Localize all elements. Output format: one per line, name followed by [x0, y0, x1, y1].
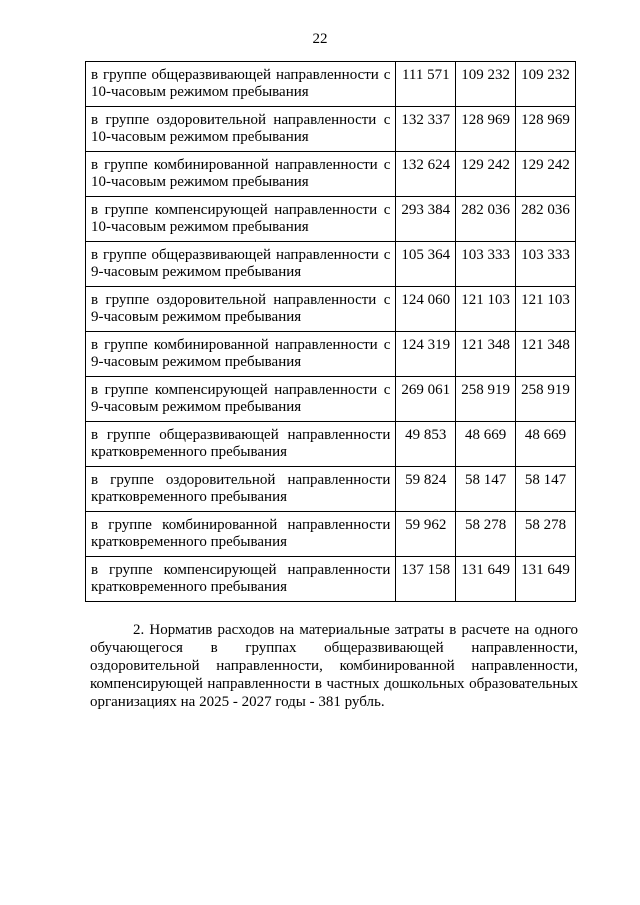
- table-row: [86, 422, 576, 467]
- norms-table: [85, 61, 576, 602]
- row-value-2: 103 333: [456, 242, 516, 287]
- table-row: [86, 512, 576, 557]
- row-value-1: 111 571: [396, 62, 456, 107]
- table-row: [86, 197, 576, 242]
- row-value-3: 58 278: [516, 512, 576, 557]
- row-value-1: 137 158: [396, 557, 456, 602]
- row-value-3: 58 147: [516, 467, 576, 512]
- row-value-3: 128 969: [516, 107, 576, 152]
- table-row: [86, 377, 576, 422]
- row-label: в группе оздоровительной направленности кратковременного пребывания: [86, 467, 396, 512]
- row-value-2: 128 969: [456, 107, 516, 152]
- row-value-3: 129 242: [516, 152, 576, 197]
- row-label: в группе комбинированной направленности кратковременного пребывания: [86, 512, 396, 557]
- row-label: в группе комбинированной направленности с 9-часовым режимом пребывания: [86, 332, 396, 377]
- row-value-2: 129 242: [456, 152, 516, 197]
- row-value-3: 282 036: [516, 197, 576, 242]
- row-value-1: 59 824: [396, 467, 456, 512]
- row-value-2: 282 036: [456, 197, 516, 242]
- row-value-3: 121 348: [516, 332, 576, 377]
- page-number: 22: [312, 31, 328, 47]
- norm-paragraph: [90, 621, 578, 711]
- row-label: в группе компенсирующей направленности с 9-часовым режимом пребывания: [86, 377, 396, 422]
- row-value-2: 258 919: [456, 377, 516, 422]
- row-value-1: 49 853: [396, 422, 456, 467]
- table-row: [86, 62, 576, 107]
- table-row: [86, 332, 576, 377]
- row-value-1: 269 061: [396, 377, 456, 422]
- table-row: [86, 287, 576, 332]
- row-label: в группе общеразвивающей направленности с 10-часовым режимом пребывания: [86, 62, 396, 107]
- row-value-2: 58 278: [456, 512, 516, 557]
- row-label: в группе компенсирующей направленности с 10-часовым режимом пребывания: [86, 197, 396, 242]
- table-row: [86, 107, 576, 152]
- row-value-2: 121 348: [456, 332, 516, 377]
- row-value-3: 48 669: [516, 422, 576, 467]
- row-value-1: 293 384: [396, 197, 456, 242]
- row-label: в группе общеразвивающей направленности кратковременного пребывания: [86, 422, 396, 467]
- row-value-1: 132 337: [396, 107, 456, 152]
- row-value-2: 48 669: [456, 422, 516, 467]
- row-value-2: 58 147: [456, 467, 516, 512]
- row-value-2: 131 649: [456, 557, 516, 602]
- row-label: в группе оздоровительной направленности с 10-часовым режимом пребывания: [86, 107, 396, 152]
- norms-table-body: [86, 62, 576, 602]
- row-value-1: 124 060: [396, 287, 456, 332]
- row-value-2: 109 232: [456, 62, 516, 107]
- row-value-1: 59 962: [396, 512, 456, 557]
- table-row: [86, 467, 576, 512]
- table-row: [86, 557, 576, 602]
- row-value-1: 105 364: [396, 242, 456, 287]
- norm-paragraph-text: 2. Норматив расходов на материальные затраты в расчете на одного обучающегося в группах общеразвивающей направленности, оздоровительной направленности, комбинированной направленности, компенсирующей направленности в частных дошкольных образовательных организациях на 2025 - 2027 годы - 381 рубль.: [90, 622, 578, 710]
- table-row: [86, 152, 576, 197]
- row-label: в группе комбинированной направленности с 10-часовым режимом пребывания: [86, 152, 396, 197]
- row-value-3: 109 232: [516, 62, 576, 107]
- row-value-3: 103 333: [516, 242, 576, 287]
- row-value-3: 258 919: [516, 377, 576, 422]
- row-label: в группе общеразвивающей направленности с 9-часовым режимом пребывания: [86, 242, 396, 287]
- row-value-1: 132 624: [396, 152, 456, 197]
- row-value-2: 121 103: [456, 287, 516, 332]
- row-label: в группе компенсирующей направленности кратковременного пребывания: [86, 557, 396, 602]
- row-value-1: 124 319: [396, 332, 456, 377]
- table-row: [86, 242, 576, 287]
- row-label: в группе оздоровительной направленности с 9-часовым режимом пребывания: [86, 287, 396, 332]
- row-value-3: 131 649: [516, 557, 576, 602]
- row-value-3: 121 103: [516, 287, 576, 332]
